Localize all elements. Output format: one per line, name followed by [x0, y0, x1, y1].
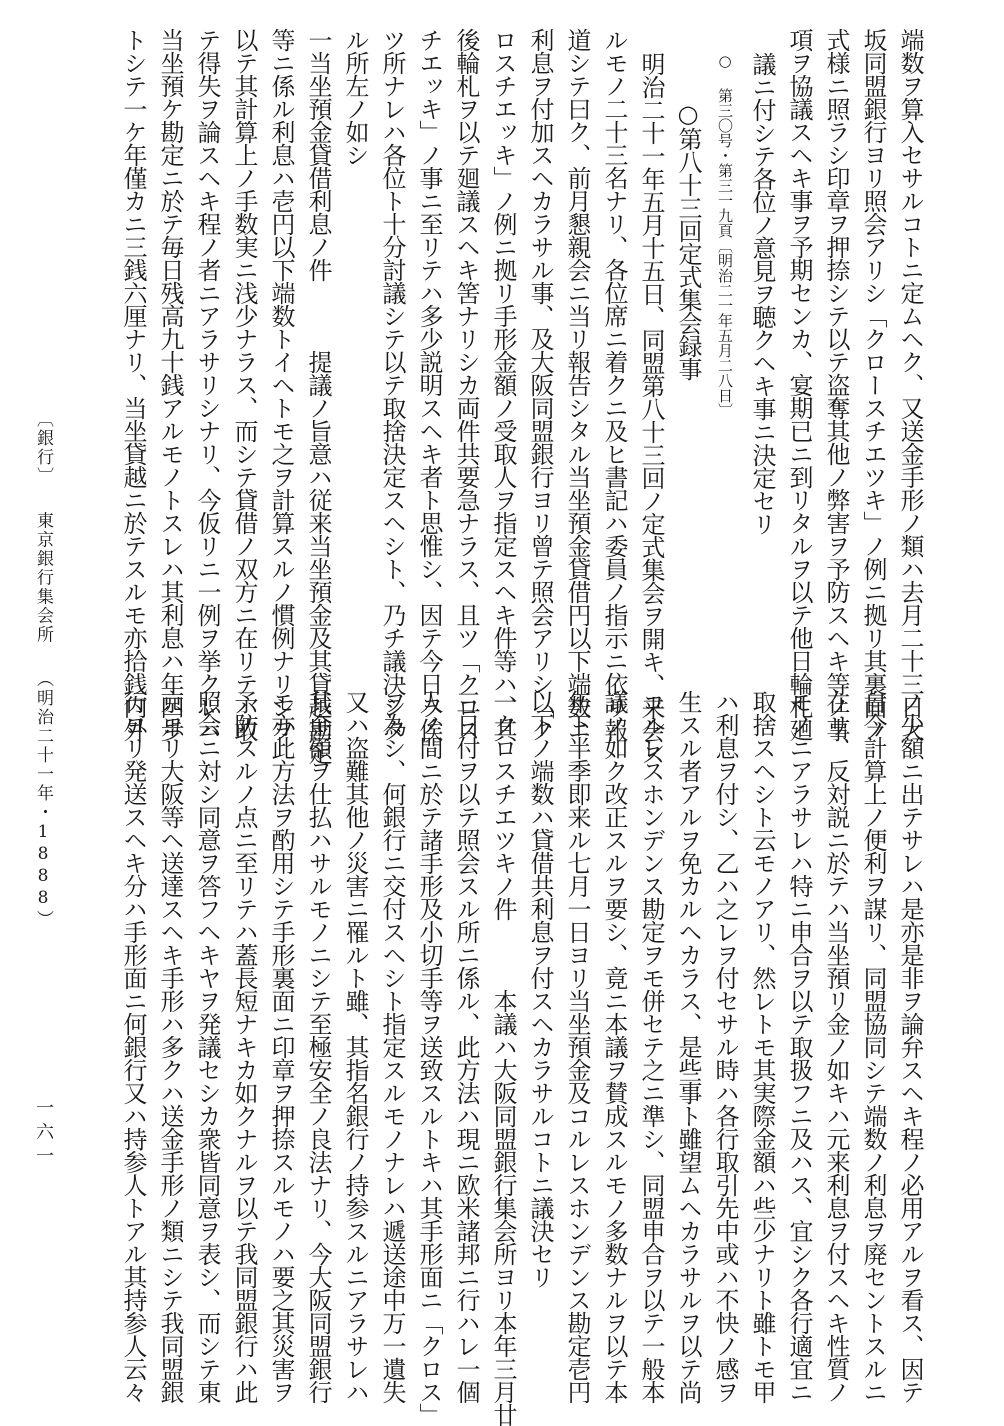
text-column: ヲ為シ、何銀行ニ交付スヘシト指定スルモノナレハ遞送途中万一遺失 — [378, 690, 406, 1403]
text-column: 予防スルノ点ニ至リテハ蓋長短ナキカ如クナルヲ以テ我同盟銀行ハ此 — [230, 690, 258, 1403]
text-column: 生スル者アルヲ免カルヘカラス、是些事ト雖望ムヘカラサルヲ以テ尚 — [674, 690, 702, 1403]
bottom-text-block — [114, 690, 928, 1426]
text-column: モノニアラサレハ特ニ申合ヲ以テ取扱フニ及ハス、宜シク各行適宜ニ — [785, 690, 813, 1403]
text-column: 其金額ヲ仕払ハサルモノニシテ至極安全ノ良法ナリ、今大阪同盟銀行 — [304, 690, 332, 1403]
text-column: 年下半季即来ル七月一日ヨリ当坐預金及コルレスホンデンス勘定壱円 — [563, 690, 591, 1403]
text-column: 在リ、反対説ニ於テハ当坐預リ金ノ如キハ元来利息ヲ付スヘキ性質ノ — [822, 690, 850, 1403]
text-column: 議ニ付シテ各位ノ意見ヲ聴クヘキ事ニ決定セリ — [748, 52, 776, 535]
text-column: ○ 第三〇号・第三一九頁〔明治二一年五月二八日〕 — [716, 52, 734, 418]
text-column: 利息ヲ付加スヘカラサル事、及大阪同盟銀行ヨリ曾テ照会アリシ「ク — [526, 28, 554, 741]
text-column: ル所左ノ如シ — [341, 28, 369, 166]
text-column: 当坐預ケ勘定ニ於テ毎日残高九十銭アルモノトスレハ其利息ハ年四歩 — [156, 28, 184, 741]
text-column: 議ノ如ク改正スルヲ要シ、竟ニ本議ヲ賛成スルモノ多数ナルヲ以テ本 — [600, 690, 628, 1403]
text-column: 自今計算上ノ便利ヲ謀リ、同盟協同シテ端数ノ利息ヲ廃セントスルニ — [859, 690, 887, 1403]
text-column: 一当坐預金貸借利息ノ件 提議ノ旨意ハ従来当坐預金及其貸越勘定 — [304, 28, 332, 764]
text-column: 明治二十一年五月十五日、同盟第八十三回ノ定式集会ヲ開キ、来会ス — [637, 52, 665, 765]
text-column: ルモノ二十三名ナリ、各位席ニ着クニ及ヒ書記ハ委員ノ指示ニ依リ報 — [600, 28, 628, 741]
text-column: ツ所ナレハ各位ト十分討議シテ以テ取捨決定スヘシト、乃チ議決シタ — [378, 28, 406, 741]
text-column: 京ヨリ大阪等ヘ送達スヘキ手形ハ多クハ送金手形ノ類ニシテ我同盟銀 — [156, 690, 184, 1403]
text-column: 後輪札ヲ以テ廻議スヘキ筈ナリシカ両件共要急ナラス、且ツ「クロス — [452, 28, 480, 741]
text-column: テ得失ヲ論スヘキ程ノ者ニアラサリシナリ、今仮リニ一例ヲ挙クレハ — [193, 28, 221, 741]
text-column: 以テ其計算上ノ手数実ニ浅少ナラス、而シテ貸借ノ双方ニ在リテハ敢 — [230, 28, 258, 741]
text-column: 三日付ヲ以テ照会スル所ニ係ル、此方法ハ現ニ欧米諸邦ニ行ハレ一個 — [452, 690, 480, 1403]
text-column: 行ヨリ発送スヘキ分ハ手形面ニ何銀行又ハ持参人トアル其持参人云々 — [119, 690, 147, 1403]
text-column: 一クロスチエツキノ件 本議ハ大阪同盟銀行集会所ヨリ本年三月廿 — [489, 690, 517, 1426]
text-column: トシテ一ケ年僅カニ三銭六厘ナリ、当坐貸越ニ於テスルモ亦拾銭内外 — [119, 28, 147, 741]
page-number: 一六一 — [33, 1098, 54, 1170]
text-column: ハ利息ヲ付シ、乙ハ之レヲ付セサル時ハ各行取引先中或ハ不快ノ感ヲ — [711, 690, 739, 1403]
text-column: ロスチエッキ」ノ例ニ拠リ手形金額ノ受取人ヲ指定スヘキ件等ハ、其 — [489, 28, 517, 741]
top-text-block — [114, 28, 928, 765]
text-column: ノ少額ニ出テサレハ是亦是非ヲ論弁スヘキ程ノ必用アルヲ看ス、因テ — [896, 690, 924, 1403]
running-head-period: （明治二十一年・1888） — [33, 678, 53, 929]
text-column: 以下ノ端数ハ貸借共利息ヲ付スヘカラサルコトニ議決セリ — [526, 690, 554, 1288]
text-column: 照会ニ対シ同意ヲ答フヘキヤヲ発議セシカ衆皆同意ヲ表シ、而シテ東 — [193, 690, 221, 1403]
running-head-category: 〔銀行〕 — [33, 410, 53, 478]
text-column: ○第八十三回定式集会録事 — [674, 100, 702, 380]
text-column: モ亦此方法ヲ酌用シテ手形裏面ニ印章ヲ押捺スルモノハ要之其災害ヲ — [267, 690, 295, 1403]
text-column: 坂同盟銀行ヨリ照会アリシ「クロースチエツキ」ノ例ニ拠リ其裏面ノ — [859, 28, 887, 741]
text-column: 式様ニ照ラシ印章ヲ押捺シテ以テ盗奪其他ノ弊害ヲ予防スヘキ等ノ事 — [822, 28, 850, 741]
text-column: 又ハ盗難其他ノ災害ニ罹ルト雖、其指名銀行ノ持参スルニアラサレハ — [341, 690, 369, 1403]
text-column: 道シテ曰ク、前月懇親会ニ当リ報告シタル当坐預金貸借円以下端数ニ — [563, 28, 591, 741]
text-column: チエッキ」ノ事ニ至リテハ多少説明スヘキ者ト思惟シ、因テ今日ヲ俟 — [415, 28, 443, 741]
text-column: 取捨スヘシト云モノアリ、然レトモ其実際金額ハ些少ナリト雖トモ甲 — [748, 690, 776, 1403]
text-column: コルレスホンデンス勘定ヲモ併セテ之ニ準シ、同盟申合ヲ以テ一般本 — [637, 690, 665, 1403]
text-column: 等ニ係ル利息ハ壱円以下端数トイヘトモ之ヲ計算スルノ慣例ナリシヲ — [267, 28, 295, 741]
text-column: 端数ヲ算入セサルコトニ定ムヘク、又送金手形ノ類ハ去月二十三日大 — [896, 28, 924, 741]
running-head-org: 東京銀行集会所 — [33, 511, 53, 645]
text-column: 項ヲ協議スヘキ事ヲ予期センカ、宴期已ニ到リタルヲ以テ他日輪札廻 — [785, 28, 813, 741]
running-head — [32, 410, 54, 1010]
text-column: 人ノ間ニ於テ諸手形及小切手等ヲ送致スルトキハ其手形面ニ「クロス」 — [415, 690, 443, 1426]
